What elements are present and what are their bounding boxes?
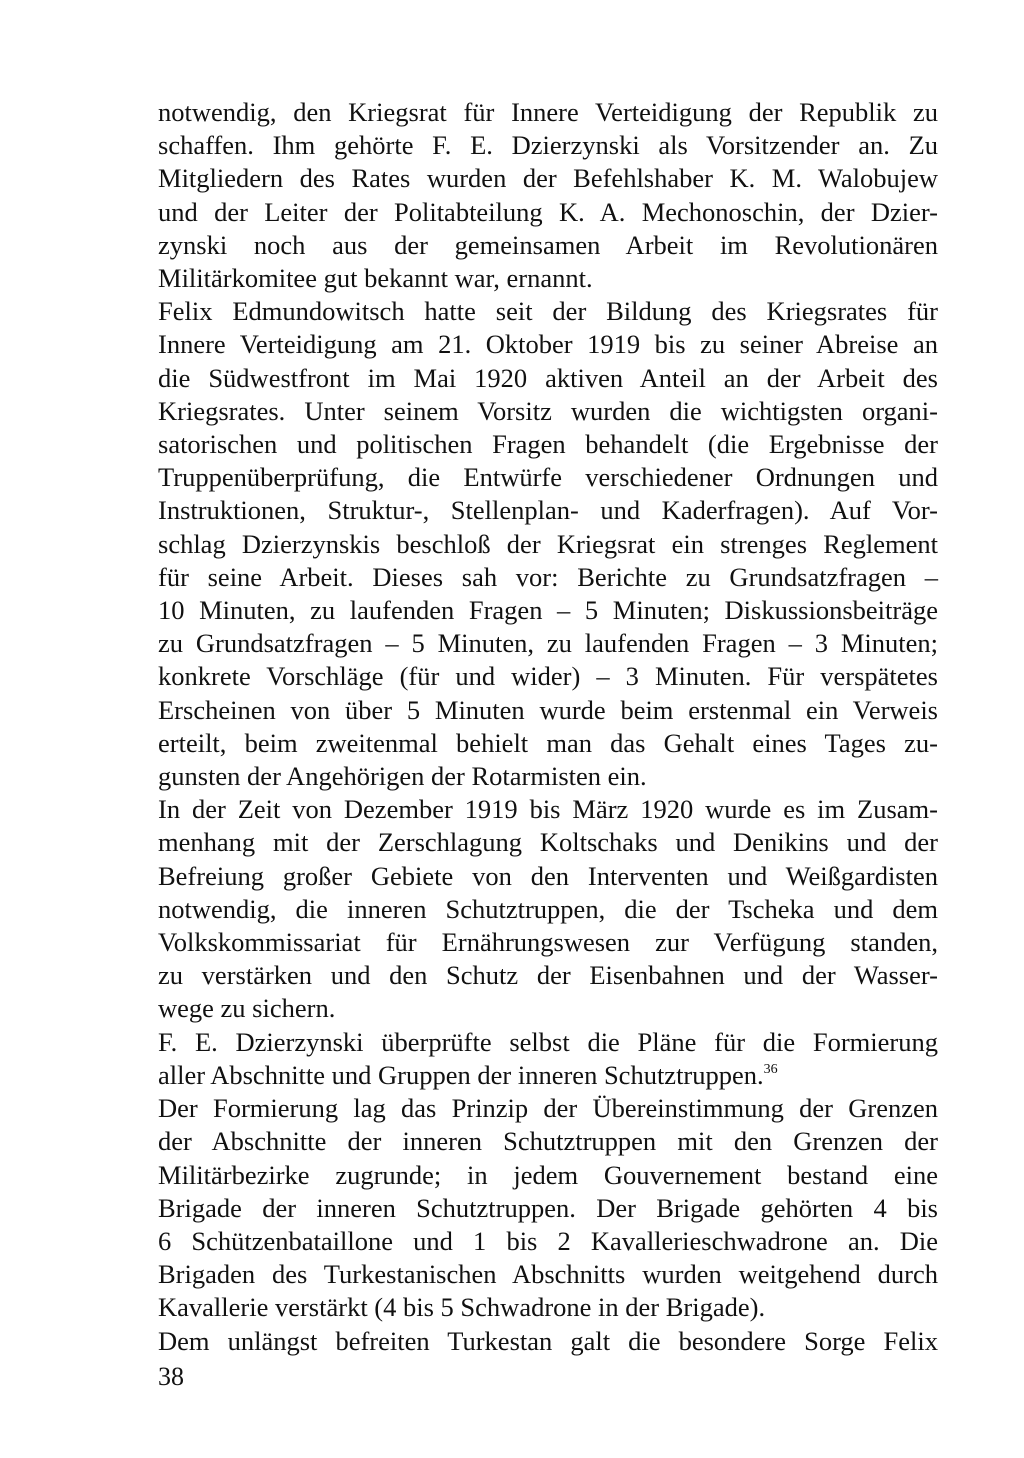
text-line: für seine Arbeit. Dieses sah vor: Berichte zu Grundsatzfragen – [158, 561, 938, 592]
text-line: und der Leiter der Politabteilung K. A. Mechonoschin, der Dzier- [158, 196, 938, 227]
text-line: zu Grundsatzfragen – 5 Minuten, zu laufenden Fragen – 3 Minuten; [158, 628, 938, 659]
text-line: Befreiung großer Gebiete von den Interventen und Weißgardisten [158, 860, 938, 891]
text-line: zynski noch aus der gemeinsamen Arbeit im Revolutionären [158, 229, 938, 260]
text-line: wege zu sichern. [158, 993, 336, 1024]
text-line: Innere Verteidigung am 21. Oktober 1919 bis zu seiner Abreise an [158, 329, 938, 360]
text-line: Kavallerie verstärkt (4 bis 5 Schwadrone in der Brigade). [158, 1292, 766, 1323]
text-line [158, 1059, 938, 1092]
text-line: die Südwestfront im Mai 1920 aktiven Anteil an der Arbeit des [158, 362, 938, 393]
text-line: Brigade der inneren Schutztruppen. Der Brigade gehörten 4 bis [158, 1192, 938, 1223]
text-line: F. E. Dzierzynski überprüfte selbst die Pläne für die Formierung [158, 1026, 938, 1057]
text-line: In der Zeit von Dezember 1919 bis März 1920 wurde es im Zusam- [158, 794, 938, 825]
text-line: erteilt, beim zweitenmal behielt man das Gehalt eines Tages zu- [158, 727, 938, 758]
text-line: notwendig, den Kriegsrat für Innere Verteidigung der Republik zu [158, 97, 938, 127]
text-line: schaffen. Ihm gehörte F. E. Dzierzynski als Vorsitzender an. Zu [158, 130, 938, 161]
text-line: der Abschnitte der inneren Schutztruppen mit den Grenzen der [158, 1126, 938, 1157]
paragraph [158, 96, 938, 295]
paragraph [158, 1092, 938, 1324]
text-line: notwendig, die inneren Schutztruppen, die der Tscheka und dem [158, 893, 938, 924]
text-line: menhang mit der Zerschlagung Koltschaks und Denikins und der [158, 827, 938, 858]
paragraph [158, 1026, 938, 1092]
text-line: Erscheinen von über 5 Minuten wurde beim erstenmal ein Verweis [158, 694, 938, 725]
text-line: Instruktionen, Struktur-, Stellenplan- und Kaderfragen). Auf Vor- [158, 495, 938, 526]
text-line: zu verstärken und den Schutz der Eisenbahnen und der Wasser- [158, 960, 938, 991]
paragraph [158, 793, 938, 1025]
footnote-reference: 36 [763, 1061, 778, 1077]
text-line: konkrete Vorschläge (für und wider) – 3 Minuten. Für verspätetes [158, 661, 938, 692]
paragraph [158, 295, 938, 793]
text-line: Volkskommissariat für Ernährungswesen zur Verfügung standen, [158, 927, 938, 958]
text-line: Kriegsrates. Unter seinem Vorsitz wurden die wichtigsten organi- [158, 395, 938, 426]
text-line: Dem unlängst befreiten Turkestan galt die besondere Sorge Felix [158, 1325, 938, 1356]
text-line: Militärkomitee gut bekannt war, ernannt. [158, 263, 593, 294]
text-line: gunsten der Angehörigen der Rotarmisten ein. [158, 761, 647, 792]
text-line: Der Formierung lag das Prinzip der Übereinstimmung der Grenzen [158, 1093, 938, 1124]
page-number: 38 [158, 1362, 184, 1391]
text-line-content: aller Abschnitte und Gruppen der inneren Schutztruppen. [158, 1059, 764, 1090]
paragraph [158, 1325, 938, 1358]
text-line: Mitgliedern des Rates wurden der Befehlshaber K. M. Walobujew [158, 163, 938, 194]
text-line: 10 Minuten, zu laufenden Fragen – 5 Minuten; Diskussionsbeiträge [158, 595, 938, 626]
text-line: schlag Dzierzynskis beschloß der Kriegsrat ein strenges Reglement [158, 528, 938, 559]
text-line: 6 Schützenbataillone und 1 bis 2 Kavallerieschwadrone an. Die [158, 1225, 938, 1256]
text-line: satorischen und politischen Fragen behandelt (die Ergebnisse der [158, 429, 938, 460]
text-line: Brigaden des Turkestanischen Abschnitts wurden weitgehend durch [158, 1259, 938, 1290]
text-line: Felix Edmundowitsch hatte seit der Bildung des Kriegsrates für [158, 296, 938, 327]
body-text [158, 96, 938, 1358]
text-line: Truppenüberprüfung, die Entwürfe verschiedener Ordnungen und [158, 462, 938, 493]
text-line: Militärbezirke zugrunde; in jedem Gouvernement bestand eine [158, 1159, 938, 1190]
